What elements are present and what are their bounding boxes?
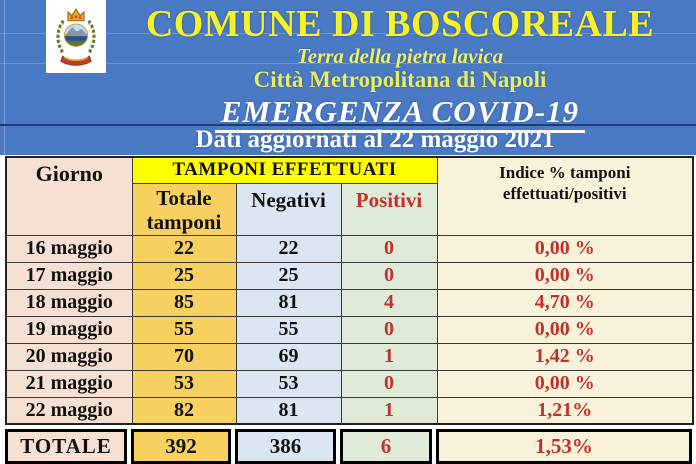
header-totale-tamponi — [132, 183, 236, 235]
cell-positivi: 0 — [341, 262, 437, 289]
cell-totale: 82 — [132, 397, 236, 424]
cell-giorno: 16 maggio — [6, 235, 132, 262]
table-row — [6, 235, 693, 262]
city-line: Città Metropolitana di Napoli — [253, 67, 547, 92]
municipal-crest-box — [46, 0, 106, 73]
cell-negativi: 55 — [236, 316, 341, 343]
table-row — [6, 370, 693, 397]
header-tamponi-effettuati: TAMPONI EFFETTUATI — [132, 157, 437, 183]
header-totale-line2: tamponi — [146, 209, 222, 234]
cell-giorno: 19 maggio — [6, 316, 132, 343]
table-row — [6, 397, 693, 424]
header-negativi: Negativi — [236, 183, 341, 235]
cell-positivi: 1 — [341, 343, 437, 370]
cell-positivi: 0 — [341, 370, 437, 397]
total-indice-value: 1,53% — [436, 429, 692, 464]
updated-date-bar: Dati aggiornati al 22 maggio 2021 — [0, 124, 696, 155]
cell-positivi: 4 — [341, 289, 437, 316]
cell-indice: 0,00 % — [437, 316, 693, 343]
cell-indice: 0,00 % — [437, 235, 693, 262]
total-negativi-value: 386 — [235, 429, 336, 464]
header-indice-line1: Indice % tamponi — [499, 163, 631, 182]
header-positivi: Positivi — [341, 183, 437, 235]
table-body — [6, 235, 693, 424]
municipal-crest-icon — [49, 3, 103, 71]
header-giorno: Giorno — [6, 157, 132, 235]
page-title: COMUNE DI BOSCOREALE — [145, 3, 655, 45]
cell-totale: 53 — [132, 370, 236, 397]
cell-giorno: 17 maggio — [6, 262, 132, 289]
total-row — [5, 429, 692, 464]
cell-negativi: 53 — [236, 370, 341, 397]
total-positivi-value: 6 — [340, 429, 432, 464]
cell-totale: 22 — [132, 235, 236, 262]
motto-subtitle: Terra della pietra lavica — [296, 44, 504, 68]
total-tamponi-value: 392 — [131, 429, 231, 464]
cell-totale: 55 — [132, 316, 236, 343]
cell-giorno: 21 maggio — [6, 370, 132, 397]
header-indice — [437, 157, 693, 235]
emergency-title: EMERGENZA COVID-19 — [215, 95, 585, 133]
cell-giorno: 22 maggio — [6, 397, 132, 424]
cell-negativi: 22 — [236, 235, 341, 262]
cell-giorno: 20 maggio — [6, 343, 132, 370]
cell-giorno: 18 maggio — [6, 289, 132, 316]
cell-totale: 85 — [132, 289, 236, 316]
table-row — [6, 262, 693, 289]
header-indice-line2: effettuati/positivi — [502, 184, 627, 203]
cell-positivi: 0 — [341, 235, 437, 262]
cell-positivi: 0 — [341, 316, 437, 343]
cell-indice: 0,00 % — [437, 262, 693, 289]
table-row — [6, 316, 693, 343]
header-totale-line1: Totale — [156, 185, 212, 210]
table-row — [6, 289, 693, 316]
table-row — [6, 343, 693, 370]
cell-negativi: 69 — [236, 343, 341, 370]
cell-indice: 1,42 % — [437, 343, 693, 370]
cell-indice: 1,21% — [437, 397, 693, 424]
table-wrap — [5, 156, 692, 425]
cell-indice: 4,70 % — [437, 289, 693, 316]
cell-indice: 0,00 % — [437, 370, 693, 397]
cell-totale: 70 — [132, 343, 236, 370]
total-label: TOTALE — [5, 429, 127, 464]
cell-positivi: 1 — [341, 397, 437, 424]
table-head — [6, 157, 693, 235]
covid-data-table — [5, 156, 694, 425]
cell-negativi: 81 — [236, 397, 341, 424]
cell-totale: 25 — [132, 262, 236, 289]
masthead — [0, 0, 696, 155]
cell-negativi: 25 — [236, 262, 341, 289]
cell-negativi: 81 — [236, 289, 341, 316]
